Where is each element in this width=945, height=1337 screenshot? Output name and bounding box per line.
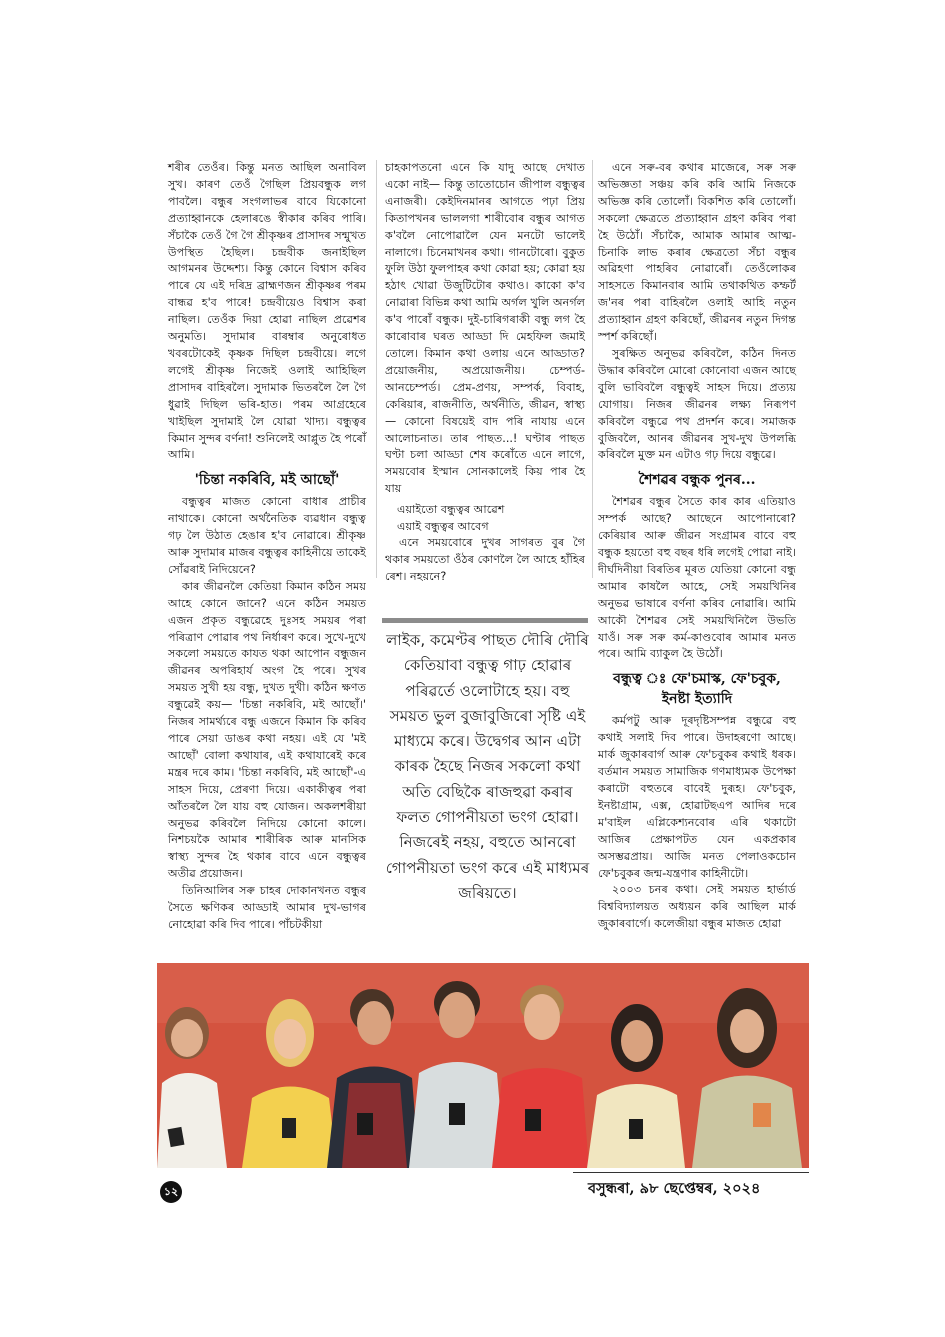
article-paragraph: সুৰক্ষিত অনুভৱ কৰিবলৈ, কঠিন দিনত উদ্ধাৰ কৰিবলৈ মোৰো কোনোবা এজন আছে বুলি ভাবিবলৈ বন্ধুত্বই সাহস দিয়ে। প্ৰত্যয় যোগায়। নিজৰ জীৱনৰ লক্ষ্য নিৰূপণ কৰিবলৈ বন্ধুৱে পথ প্ৰদৰ্শন কৰে। সমাজক বুজিবলৈ, আনৰ জীৱনৰ সুখ-দুখ উপলব্ধি কৰিবলৈ মুক্ত মন এটাও গঢ় দিয়ে বন্ধুৱে। <box>598 346 796 462</box>
article-paragraph: তিনিআলিৰ সৰু চাহৰ দোকানখনত বন্ধুৰ সৈতে ক্ষণিকৰ আড্ডাই আমাৰ দুখ-ভাগৰ নোহোৱা কৰি দিব পাৰে। পাঁচটকীয়া <box>168 884 366 931</box>
article-column-2 <box>385 160 585 586</box>
friends-with-phones-photo <box>157 963 809 1168</box>
section-heading: বন্ধুত্ব ঃ ফে'চমাস্ক, ফে'চবুক, ইনষ্টা ইত্যাদি <box>613 671 781 708</box>
publication-footer: বসুন্ধৰা, ৯৮ ছেপ্তেম্বৰ, ২০২৪ <box>588 1180 761 1197</box>
footer-rule <box>573 1172 809 1173</box>
article-paragraph: বন্ধুত্বৰ মাজত কোনো বাধাৰ প্ৰাচীৰ নাথাকে। কোনো অৰ্থনৈতিক ব্যৱধান বন্ধুত্ব গঢ় লৈ উঠাত হেঙাৰ হ'ব নোৱাৰে। শ্ৰীকৃষ্ণ আৰু সুদামাৰ মাজৰ বন্ধুত্বৰ কাহিনীয়ে তাকেই সোঁৱৰাই নিদিয়েনে? <box>168 495 366 576</box>
article-paragraph: চাহকাপতনো এনে কি যাদু আছে দেখাত একো নাই— কিন্তু তাতোচোন জীপাল বন্ধুত্বৰ এনাজৰী। কেইদিনমানৰ আগতে পঢ়া প্ৰিয় কিতাপখনৰ ভাললগা শাৰীবোৰ বন্ধুৰ আগত ক'বলৈ নোপোৱালৈ যেন মনটো ভালেই নালাগে। চিনেমাখনৰ কথা। গানটোৰো। বুকুত ফুলি উঠা ফুলপাহৰ কথা কোৱা হয়; কোৱা হয় হঠাৎ খোৱা উজুটিটোৰ কথাও। কাকো ক'ব নোৱাৰা বিভিন্ন কথা আমি অৰ্গল খুলি অনৰ্গল ক'ব পাৰোঁ বন্ধুক। দুই-চাৰিগৰাকী বন্ধু লগ হৈ কাৰোবাৰ ঘৰত আড্ডা দি মেহফিল জমাই তোলে। কিমান কথা ওলায় এনে আড্ডাত? প্ৰয়োজনীয়, অপ্ৰয়োজনীয়। চেম্পৰ্ড-আনচেম্পৰ্ড। প্ৰেম-প্ৰণয়, সম্পৰ্ক, বিবাহ, কেৰিয়াৰ, ৰাজনীতি, অৰ্থনীতি, জীৱন, স্বাস্থ্য— কোনো বিষয়েই বাদ পৰি নাযায় এনে আলোচনাত। তাৰ পাছত...! ঘণ্টাৰ পাছত ঘণ্টা চলা আড্ডা শেষ কৰোঁতে এনে লাগে, সময়বোৰ ইস্মান সোনকালেই কিয় পাৰ হৈ যায় <box>385 161 585 496</box>
column-divider <box>376 160 377 578</box>
section-heading: 'চিন্তা নকৰিবি, মই আছোঁ' <box>194 472 340 489</box>
section-heading: শৈশৱৰ বন্ধুক পুনৰ... <box>638 472 756 489</box>
article-column-1 <box>168 160 366 934</box>
article-paragraph: শৈশৱৰ বন্ধুৰ সৈতে কাৰ কাৰ এতিয়াও সম্পৰ্ক আছে? আছেনে আপোনাৰো? কেৰিয়াৰ আৰু জীৱন সংগ্ৰামৰ বাবে বহু বন্ধুক হয়তো বহু বছৰ ধৰি লগেই পোৱা নাই। দীৰ্ঘদিনীয়া বিৰতিৰ মূৰত যেতিয়া কোনো বন্ধু আমাৰ কাষলৈ আহে, সেই সময়খিনিৰ অনুভৱ ভাষাৰে বৰ্ণনা কৰিব নোৱাৰি। আমি আকৌ শৈশৱৰ সেই সময়খিনিলৈ উভতি যাওঁ। সৰু সৰু কৰ্ম-কাণ্ডবোৰ আমাৰ মনত পৰে। আমি ব্যাকুল হৈ উঠোঁ। <box>598 495 796 661</box>
page-number-badge: ১২ <box>160 1181 182 1203</box>
article-paragraph: এনে সৰু-বৰ কথাৰ মাজেৰে, সৰু সৰু অভিজ্ঞতা সঞ্চয় কৰি কৰি আমি নিজকে অভিজ্ঞ কৰি তোলোঁ। বিকশিত কৰি তোলোঁ। সকলো ক্ষেত্ৰতে প্ৰত্যাহ্বান গ্ৰহণ কৰিব পৰা হৈ উঠোঁ। সঁচাকৈ, আমাক আমাৰ আত্ম-চিনাকি লাভ কৰাৰ ক্ষেত্ৰতো সঁচা বন্ধুৰ অৱিহণা পাহৰিব নোৱাৰোঁ। তেওঁলোকৰ সাহসতে কিমানবাৰ আমি তথাকথিত কম্ফৰ্ট জ'নৰ পৰা বাহিৰলৈ ওলাই আহি নতুন প্ৰত্যাহ্বান গ্ৰহণ কৰিছোঁ, জীৱনৰ নতুন দিগন্ত স্পৰ্শ কৰিছোঁ। <box>598 161 796 344</box>
column-divider <box>592 160 593 578</box>
article-paragraph: ২০০৩ চনৰ কথা। সেই সময়ত হাৰ্ভাৰ্ড বিশ্ববিদ্যালয়ত অধ্যয়ন কৰি আছিল মাৰ্ক জুকাৰবাৰ্গে। কলেজীয়া বন্ধুৰ মাজত হোৱা <box>598 883 796 931</box>
verse-line: এয়াইতো বন্ধুত্বৰ আৱেশ <box>397 503 505 517</box>
pull-quote: লাইক, কমেণ্টৰ পাছত দৌৰি দৌৰি কেতিয়াবা বন্ধুত্ব গাঢ় হোৱাৰ পৰিৱৰ্তে ওলোটাহে হয়। বহু সময়ত ভুল বুজাবুজিৰো সৃষ্টি এই মাধ্যমে কৰে। উদ্বেগৰ আন এটা কাৰক হৈছে নিজৰ সকলো কথা অতি বেছিকৈ ৰাজহুৱা কৰাৰ ফলত গোপনীয়তা ভংগ হোৱা। নিজৰেই নহয়, বহুতে আনৰো গোপনীয়তা ভংগ কৰে এই মাধ্যমৰ জৰিয়তে। <box>385 631 590 902</box>
verse-block <box>397 501 585 535</box>
verse-line: এয়াই বন্ধুত্বৰ আবেগ <box>397 520 489 534</box>
article-column-3 <box>598 160 796 933</box>
pullquote-divider-bar <box>382 618 588 623</box>
article-paragraph: কৰ্মপটু আৰু দূৰদৃষ্টিসম্পন্ন বন্ধুৱে বহু কথাই সলাই দিব পাৰে। উদাহৰণো আছে। মাৰ্ক জুকাৰবাৰ্গ আৰু ফে'চবুকৰ কথাই ধৰক। বৰ্তমান সময়ত সামাজিক গণমাধ্যমক উপেক্ষা কৰাটো বহুতৰে বাবেই দুৰূহ। ফে'চবুক, ইনষ্টাগ্ৰাম, এক্স, হোৱাটছএপ আদিৰ দৰে ম'বাইল এপ্লিকেশ্যনবোৰ এৰি থকাটো আজিৰ প্ৰেক্ষাপটত যেন একপ্ৰকাৰ অসম্ভৱপ্ৰায়। আজি মনত পেলাওকচোন ফে'চবুকৰ জন্ম-যন্ত্ৰণাৰ কাহিনীটো। <box>598 714 796 880</box>
article-paragraph: কাৰ জীৱনলৈ কেতিয়া কিমান কঠিন সময় আহে কোনে জানে? এনে কঠিন সময়ত এজন প্ৰকৃত বন্ধুৱেহে দুঃসহ সময়ৰ পৰা পৰিত্ৰাণ পোৱাৰ পথ নিৰ্ধাৰণ কৰে। সুখে-দুখে সকলো সময়তে কাযত থকা আপোন বন্ধুজন জীৱনৰ অপৰিহাৰ্য অংগ হৈ পৰে। সুখৰ সময়ত সুখী হয় বন্ধু, দুখত দুখী। কঠিন ক্ষণত বন্ধুৱেই কয়— 'চিন্তা নকৰিবি, মই আছোঁ।' নিজৰ সামৰ্থ্যৰে বন্ধু এজনে কিমান কি কৰিব পাৰে সেয়া ডাঙৰ কথা নহয়। এই যে 'মই আছোঁ' বোলা কথাযাৰ, এই কথাযাৰেই কৰে মন্ত্ৰৰ দৰে কাম। 'চিন্তা নকৰিবি, মই আছোঁ'-এ সাহস দিয়ে, প্ৰেৰণা দিয়ে। একাকীত্বৰ পৰা আঁতৰলৈ লৈ যায় বহু যোজন। অকলশৰীয়া অনুভৱ কৰিবলৈ নিদিয়ে কোনো কালে। নিশচয়কৈ আমাৰ শাৰীৰিক আৰু মানসিক স্বাস্থ্য সুন্দৰ হৈ থকাৰ বাবে এনে বন্ধুত্বৰ অতীৱ প্ৰয়োজন। <box>168 579 366 881</box>
article-paragraph: এনে সময়বোৰে দুখৰ সাগৰত বুৰ গৈ থকাৰ সময়তো ওঁঠৰ কোণলৈ লৈ আহে হাঁহিৰ ৰেশ। নহয়নে? <box>385 536 585 583</box>
article-paragraph: শৰীৰ তেওঁৰ। কিন্তু মনত আছিল অনাবিল সুখ। কাৰণ তেওঁ গৈছিল প্ৰিয়বন্ধুক লগ পাবলৈ। বন্ধুৰ সংগলাভৰ বাবে যিকোনো প্ৰত্যাহ্বানকে হেলাৰঙে স্বীকাৰ কৰিব পাৰি। সঁচাকৈ তেওঁ গৈ গৈ শ্ৰীকৃষ্ণৰ প্ৰাসাদৰ সন্মুখত উপস্থিত হৈছিল। চন্দ্ৰবীক জনাইছিল আগমনৰ উদ্দেশ্য। কিন্তু কোনে বিশ্বাস কৰিব পাৰে যে এই দৰিদ্ৰ ব্ৰাহ্মণজন শ্ৰীকৃষ্ণৰ পৰম বান্ধৱ হ'ব পাৰে! চন্দ্ৰবীয়েও বিশ্বাস কৰা নাছিল। তেওঁক দিয়া হোৱা নাছিল প্ৰৱেশৰ অনুমতি। সুদামাৰ বাৰম্বাৰ অনুৰোধত খবৰটোকেই কৃষ্ণক দিছিল চন্দ্ৰবীয়ে। লগে লগেই শ্ৰীকৃষ্ণ নিজেই ওলাই আহিছিল প্ৰাসাদৰ বাহিৰলৈ। সুদামাক ভিতৰলৈ লৈ গৈ ধুৱাই দিছিল ভৰি-হাত। পৰম আগ্ৰহেৰে খাইছিল সুদামাই লৈ যোৱা খাদ্য। বন্ধুত্বৰ কিমান সুন্দৰ বৰ্ণনা! শুনিলেই আপ্লুত হৈ পৰোঁ আমি। <box>168 161 366 462</box>
